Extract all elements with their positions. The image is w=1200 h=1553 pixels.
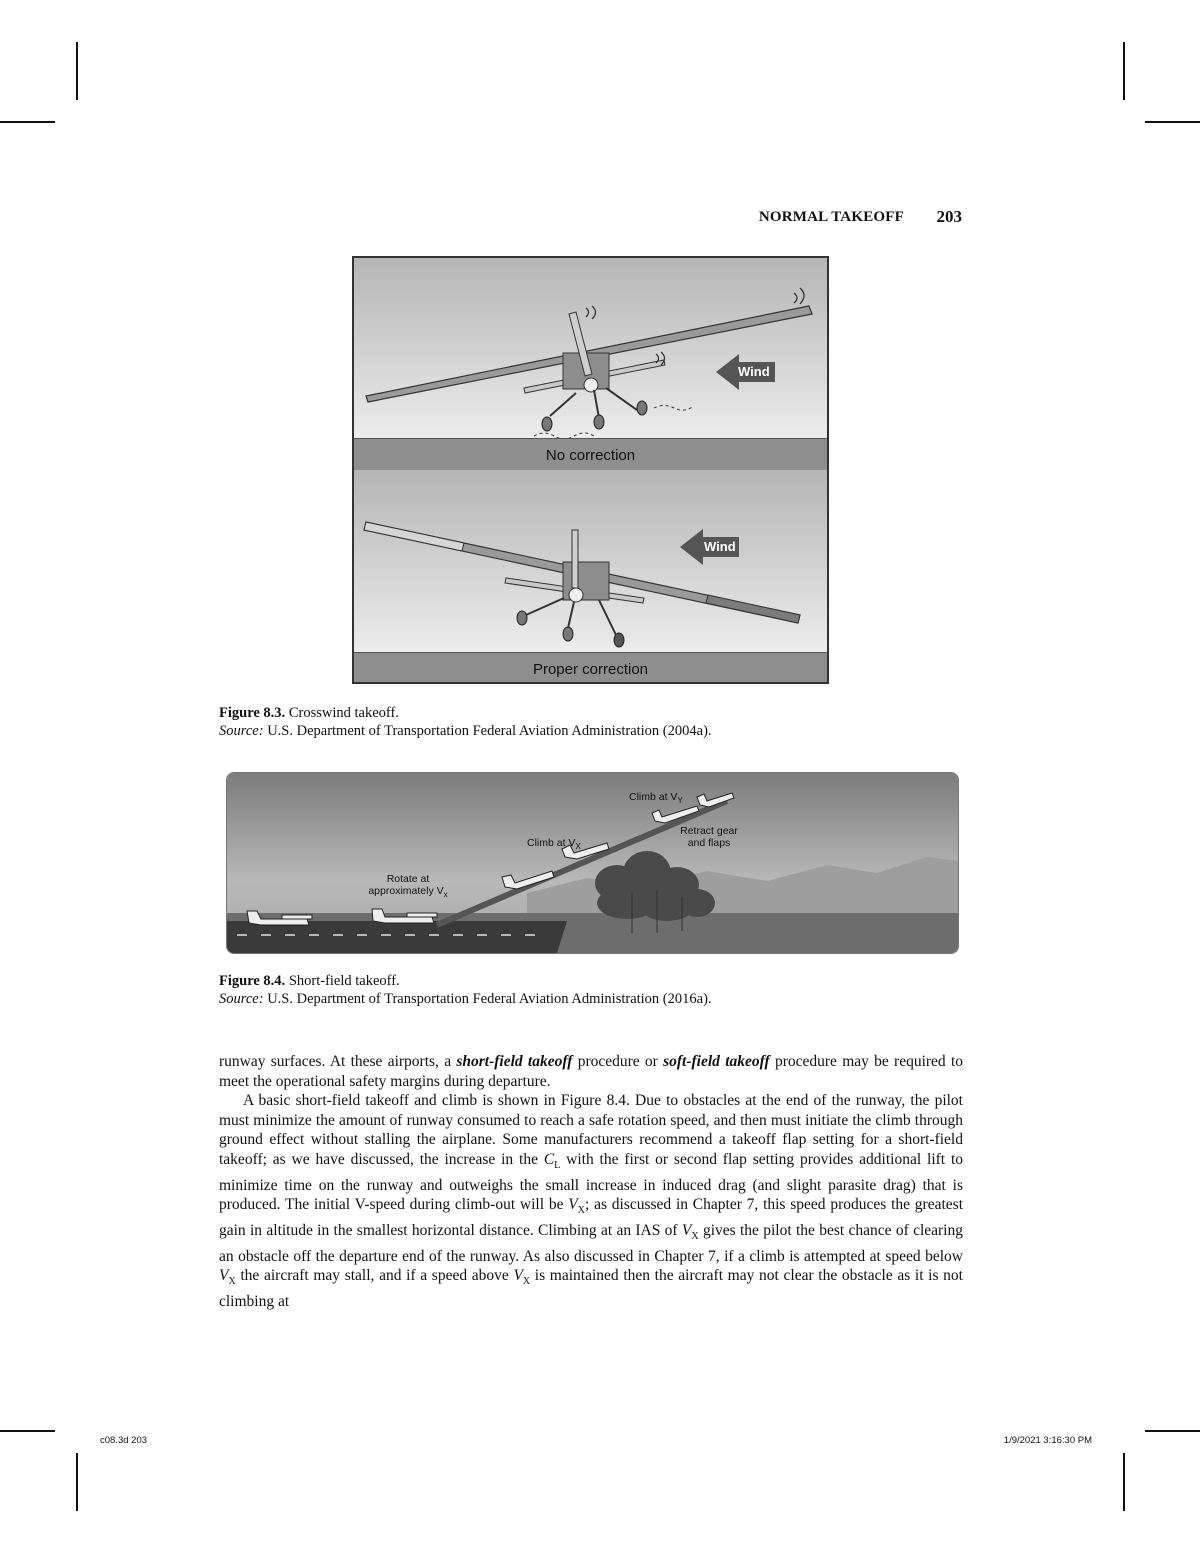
proper-correction-panel bbox=[354, 470, 827, 652]
figure-8-4-source: U.S. Department of Transportation Federal Aviation Administration (2016a). bbox=[267, 991, 712, 1007]
figure-8-4-source-label: Source: bbox=[219, 991, 264, 1007]
figure-short-field-takeoff bbox=[226, 772, 959, 954]
wind-label-bottom: Wind bbox=[704, 539, 736, 554]
wind-label-top: Wind bbox=[738, 364, 770, 379]
crop-mark bbox=[76, 42, 78, 100]
figure-8-4-title: Short-field takeoff. bbox=[288, 973, 400, 989]
crop-mark bbox=[0, 1430, 55, 1432]
figure-8-3-label: Figure 8.3. bbox=[219, 705, 286, 721]
paragraph: A basic short-field takeoff and climb is shown in Figure 8.4. Due to obstacles at the end of the runway, the pilot must minimize the amount of runway consumed to reach a safe rotation speed, and then must initiate the climb through ground effect without stalling the airplane. Some manufacturers recommend a takeoff flap setting for a short-field takeoff; as we have discussed, the increase in the $C_L$ with the first or second flap setting provides additional lift to minimize time on the runway and outweighs the small increase in induced drag (and slight parasite drag) that is produced. The initial V-speed during climb-out will be $V_X$; as discussed in Chapter 7, this speed produces the greatest gain in altitude in the smallest horizontal distance. Climbing at an IAS of $V_X$ gives the pilot the best chance of clearing an obstacle off the departure end of the runway. As also discussed in Chapter 7, if a climb is attempted at speed below $V_X$ the aircraft may stall, and if a speed above $V_X$ is maintained then the aircraft may not clear the obstacle as it is not climbing at bbox=[219, 1092, 964, 1310]
crop-mark bbox=[1145, 1430, 1200, 1432]
crop-mark bbox=[1123, 42, 1125, 100]
no-correction-panel bbox=[354, 258, 827, 438]
figure-8-4-label: Figure 8.4. bbox=[219, 973, 286, 989]
no-correction-illustration bbox=[354, 258, 827, 438]
proper-correction-label: Proper correction bbox=[354, 652, 827, 684]
label-retract-gear: Retract gear and flaps bbox=[680, 825, 738, 849]
short-field-illustration bbox=[227, 773, 958, 953]
figure-8-4-caption bbox=[219, 972, 712, 1008]
figure-8-3-source: U.S. Department of Transportation Federal Aviation Administration (2004a). bbox=[267, 723, 712, 739]
crop-mark bbox=[76, 1453, 78, 1511]
figure-crosswind-takeoff bbox=[352, 256, 829, 684]
running-title: NORMAL TAKEOFF bbox=[758, 209, 904, 225]
page-number: 203 bbox=[936, 207, 962, 226]
figure-8-3-title: Crosswind takeoff. bbox=[288, 705, 399, 721]
figure-8-3-source-label: Source: bbox=[219, 723, 264, 739]
running-header bbox=[700, 207, 962, 231]
body-text bbox=[219, 1052, 963, 1312]
no-correction-label: No correction bbox=[354, 438, 827, 472]
paragraph: runway surfaces. At these airports, a short-field takeoff procedure or soft-field takeoff procedure may be required to meet the operational safety margins during departure. bbox=[219, 1053, 964, 1090]
figure-8-3-caption bbox=[219, 704, 712, 740]
footer-right: 1/9/2021 3:16:30 PM bbox=[1003, 1435, 1092, 1446]
footer-left: c08.3d 203 bbox=[100, 1435, 148, 1446]
proper-correction-illustration bbox=[354, 470, 827, 652]
label-climb-vy: Climb at $V_Y$ bbox=[629, 791, 683, 806]
crop-mark bbox=[0, 121, 55, 123]
label-climb-vx: Climb at $V_X$ bbox=[527, 837, 581, 852]
crop-mark bbox=[1145, 121, 1200, 123]
crop-mark bbox=[1123, 1453, 1125, 1511]
label-rotate: Rotate at approximately $V_x$ bbox=[368, 873, 448, 900]
